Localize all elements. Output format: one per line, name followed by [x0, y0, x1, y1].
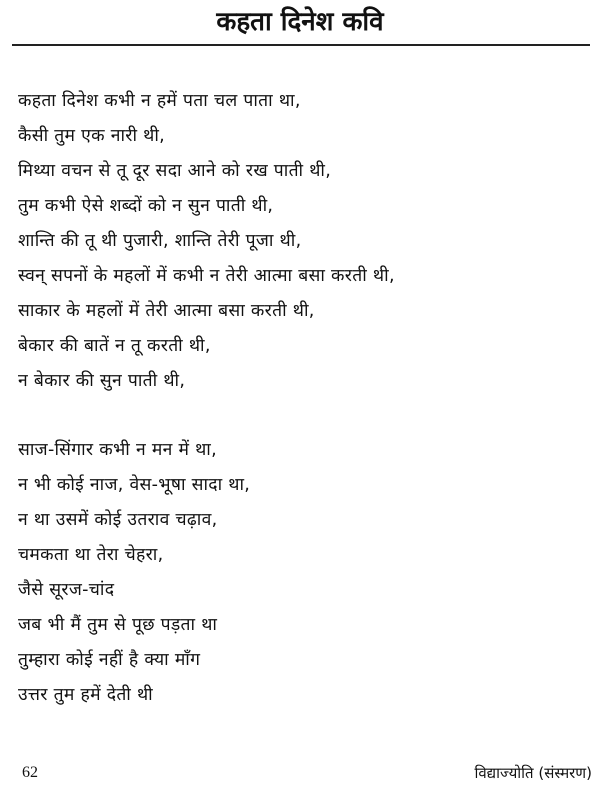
poem-body	[18, 84, 588, 713]
poem-line: मिथ्या वचन से तू दूर सदा आने को रख पाती थी,	[18, 161, 332, 181]
poem-line: जैसे सूरज-चांद	[18, 580, 115, 600]
poem-line: चमकता था तेरा चेहरा,	[18, 545, 164, 565]
poem-line: तुम्हारा कोई नहीं है क्या माँग	[18, 650, 201, 670]
poem-line: शान्ति की तू थी पुजारी, शान्ति तेरी पूजा थी,	[18, 231, 302, 251]
poem-line: न था उसमें कोई उतराव चढ़ाव,	[18, 510, 218, 530]
poem-line: कहता दिनेश कभी न हमें पता चल पाता था,	[18, 91, 301, 111]
poem-line: न भी कोई नाज, वेस-भूषा सादा था,	[18, 475, 251, 495]
stanza-2	[18, 433, 588, 713]
stanza-1	[18, 84, 588, 399]
running-footer-title: विद्याज्योति (संस्मरण)	[474, 764, 592, 782]
poem-line: तुम कभी ऐसे शब्दों को न सुन पाती थी,	[18, 196, 274, 216]
poem-line: जब भी मैं तुम से पूछ पड़ता था	[18, 615, 218, 635]
poem-line: उत्तर तुम हमें देती थी	[18, 685, 154, 705]
page-footer	[0, 760, 600, 786]
page-title: कहता दिनेश कवि	[216, 7, 384, 37]
poem-line: कैसी तुम एक नारी थी,	[18, 126, 166, 146]
page-number: 62	[22, 764, 38, 781]
poem-line: साकार के महलों में तेरी आत्मा बसा करती थी,	[18, 301, 315, 321]
poem-line: साज-सिंगार कभी न मन में था,	[18, 440, 217, 460]
poem-line: बेकार की बातें न तू करती थी,	[18, 336, 211, 356]
poem-line: न बेकार की सुन पाती थी,	[18, 371, 186, 391]
title-rule	[12, 44, 590, 46]
poem-line: स्वन् सपनों के महलों में कभी न तेरी आत्मा बसा करती थी,	[18, 266, 395, 286]
